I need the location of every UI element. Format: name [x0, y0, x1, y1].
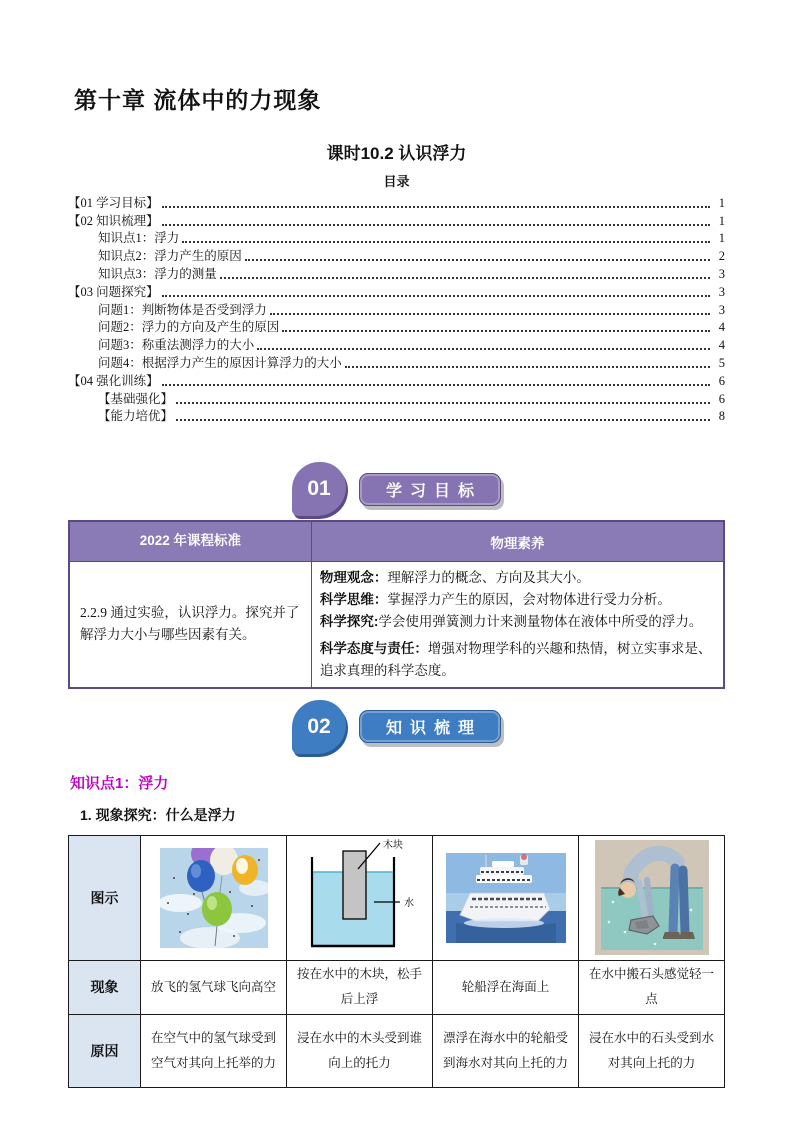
toc-entry	[68, 246, 725, 264]
toc-page-number: 3	[718, 266, 725, 281]
toc-page-number: 4	[718, 320, 725, 335]
toc-page-number: 1	[718, 231, 725, 246]
phenomenon-cell: 在水中搬石头感觉轻一点	[579, 960, 725, 1014]
toc-page-number: 4	[718, 338, 725, 353]
balloons-image	[160, 848, 268, 948]
toc-entry-label: 【03 问题探究】	[68, 284, 159, 299]
toc-entry-label: 【04 强化训练】	[68, 373, 159, 388]
section-title: 知识梳理	[385, 720, 482, 738]
wood-block-in-water-image	[296, 839, 424, 957]
table-body-row	[69, 562, 724, 688]
phenomenon-cell: 按在水中的木块，松手后上浮	[287, 960, 433, 1014]
toc-entry-label: 问题1：判断物体是否受到浮力	[98, 302, 267, 317]
dot-leader	[182, 241, 710, 243]
competency-text: 掌握浮力产生的原因，会对物体进行受力分析。	[387, 592, 671, 608]
wood-block-diagram	[287, 839, 432, 957]
water-label: 水	[403, 897, 414, 909]
illustration-cell	[433, 835, 579, 960]
dot-leader	[176, 419, 710, 421]
competency-item	[320, 589, 715, 611]
competency-label: 科学态度与责任：	[319, 640, 428, 656]
row-header-illustration: 图示	[69, 835, 141, 960]
toc-entry-label: 问题2：浮力的方向及产生的原因	[98, 320, 280, 335]
toc-entry-label: 问题4：根据浮力产生的原因计算浮力的大小	[98, 355, 342, 370]
toc-entry	[68, 300, 725, 318]
phenomenon-cell: 放飞的氢气球飞向高空	[141, 960, 287, 1014]
dot-leader	[162, 206, 710, 208]
illustration-cell	[287, 835, 433, 960]
lesson-title: 课时10.2 认识浮力	[326, 144, 467, 163]
illustration-row	[69, 835, 725, 960]
row-header-reason: 原因	[69, 1014, 141, 1087]
toc-page-number: 1	[718, 213, 725, 228]
toc-page-number: 3	[718, 302, 725, 317]
cruise-ship-photo	[433, 853, 578, 943]
balloons-photo	[141, 848, 286, 948]
reason-cell: 漂浮在海水中的轮船受到海水对其向上托的力	[433, 1014, 579, 1087]
toc-page-number: 3	[718, 284, 725, 299]
phenomenon-row	[69, 960, 725, 1014]
dot-leader	[220, 277, 710, 279]
toc-entry	[68, 407, 725, 425]
table-header-row	[69, 521, 724, 561]
dot-leader	[270, 313, 710, 315]
competency-label: 科学思维：	[319, 592, 388, 608]
toc-entry-label: 【能力培优】	[98, 409, 174, 424]
person-lifting-stone-photo	[579, 840, 724, 955]
toc-page-number: 5	[718, 355, 725, 370]
column-header-standard: 2022 年课程标准	[69, 521, 311, 561]
toc-page-number: 6	[718, 373, 725, 388]
section-number-bubble	[292, 462, 346, 516]
curriculum-standard-cell: 2.2.9 通过实验，认识浮力。探究并了解浮力大小与哪些因素有关。	[69, 562, 311, 688]
toc-entry-label: 【02 知识梳理】	[68, 213, 159, 228]
cruise-ship-image	[446, 853, 566, 943]
dot-leader	[162, 384, 710, 386]
toc-entry	[68, 318, 725, 336]
dot-leader	[345, 366, 710, 368]
toc-entry	[68, 389, 725, 407]
dot-leader	[162, 295, 710, 297]
section-02-badge	[68, 698, 725, 756]
competency-item	[320, 638, 715, 682]
toc-entry-label: 知识点1：浮力	[98, 231, 180, 246]
reason-cell: 在空气中的氢气球受到空气对其向上托举的力	[141, 1014, 287, 1087]
section-title: 学习目标	[385, 482, 482, 500]
competency-item	[320, 567, 715, 589]
dot-leader	[162, 224, 710, 226]
person-lifting-stone-image	[595, 840, 709, 955]
phenomenon-cell: 轮船浮在海面上	[433, 960, 579, 1014]
dot-leader	[176, 402, 710, 404]
section-title-plate	[359, 473, 501, 506]
toc-entry	[68, 211, 725, 229]
chapter-title: 第十章 流体中的力现象	[74, 87, 322, 113]
reason-cell: 浸在水中的石头受到水对其向上托的力	[579, 1014, 725, 1087]
section-number-bubble	[292, 700, 346, 754]
section-title-plate	[359, 710, 501, 743]
reason-cell: 浸在水中的木头受到谁向上的托力	[287, 1014, 433, 1087]
row-header-phenomenon: 现象	[69, 960, 141, 1014]
toc-entry	[68, 335, 725, 353]
toc-entry-label: 知识点3：浮力的测量	[98, 266, 217, 281]
toc-page-number: 2	[718, 249, 725, 264]
toc-title: 目录	[383, 174, 410, 189]
toc-entry	[68, 282, 725, 300]
toc-entry-label: 【基础强化】	[98, 391, 174, 406]
illustration-cell	[141, 835, 287, 960]
competency-text: 学会使用弹簧测力计来测量物体在液体中所受的浮力。	[378, 614, 703, 630]
toc-entry-label: 问题3：称重法测浮力的大小	[98, 338, 255, 353]
toc-entry	[68, 229, 725, 247]
section-number: 02	[307, 714, 331, 738]
column-header-competency: 物理素养	[311, 521, 724, 561]
competencies-cell	[311, 562, 724, 688]
competency-label: 物理观念：	[319, 570, 388, 586]
toc-entry	[68, 371, 725, 389]
competency-text: 理解浮力的概念、方向及其大小。	[387, 570, 590, 586]
toc-page-number: 6	[718, 391, 725, 406]
dot-leader	[282, 330, 710, 332]
table-of-contents	[68, 193, 725, 424]
competency-item	[320, 611, 715, 633]
illustration-cell	[579, 835, 725, 960]
toc-entry	[68, 264, 725, 282]
toc-page-number: 1	[718, 195, 725, 210]
toc-entry-label: 知识点2：浮力产生的原因	[98, 249, 242, 264]
reason-row	[69, 1014, 725, 1087]
phenomenon-exploration-subheading: 1. 现象探究：什么是浮力	[80, 806, 236, 823]
dot-leader	[245, 259, 710, 261]
toc-entry	[68, 353, 725, 371]
toc-entry	[68, 193, 725, 211]
learning-objectives-table	[68, 520, 725, 688]
buoyancy-phenomena-table	[68, 835, 725, 1088]
competency-text: 增强对物理学科的兴趣和热情，树立实事求是、追求真理的科学态度。	[319, 640, 712, 678]
toc-entry-label: 【01 学习目标】	[68, 195, 159, 210]
competency-label: 科学探究:	[319, 614, 379, 630]
dot-leader	[257, 348, 710, 350]
toc-page-number: 8	[718, 409, 725, 424]
knowledge-point-heading: 知识点1：浮力	[70, 774, 169, 792]
section-number: 01	[307, 477, 331, 501]
block-label: 木块	[382, 839, 403, 851]
section-01-badge	[68, 460, 725, 518]
